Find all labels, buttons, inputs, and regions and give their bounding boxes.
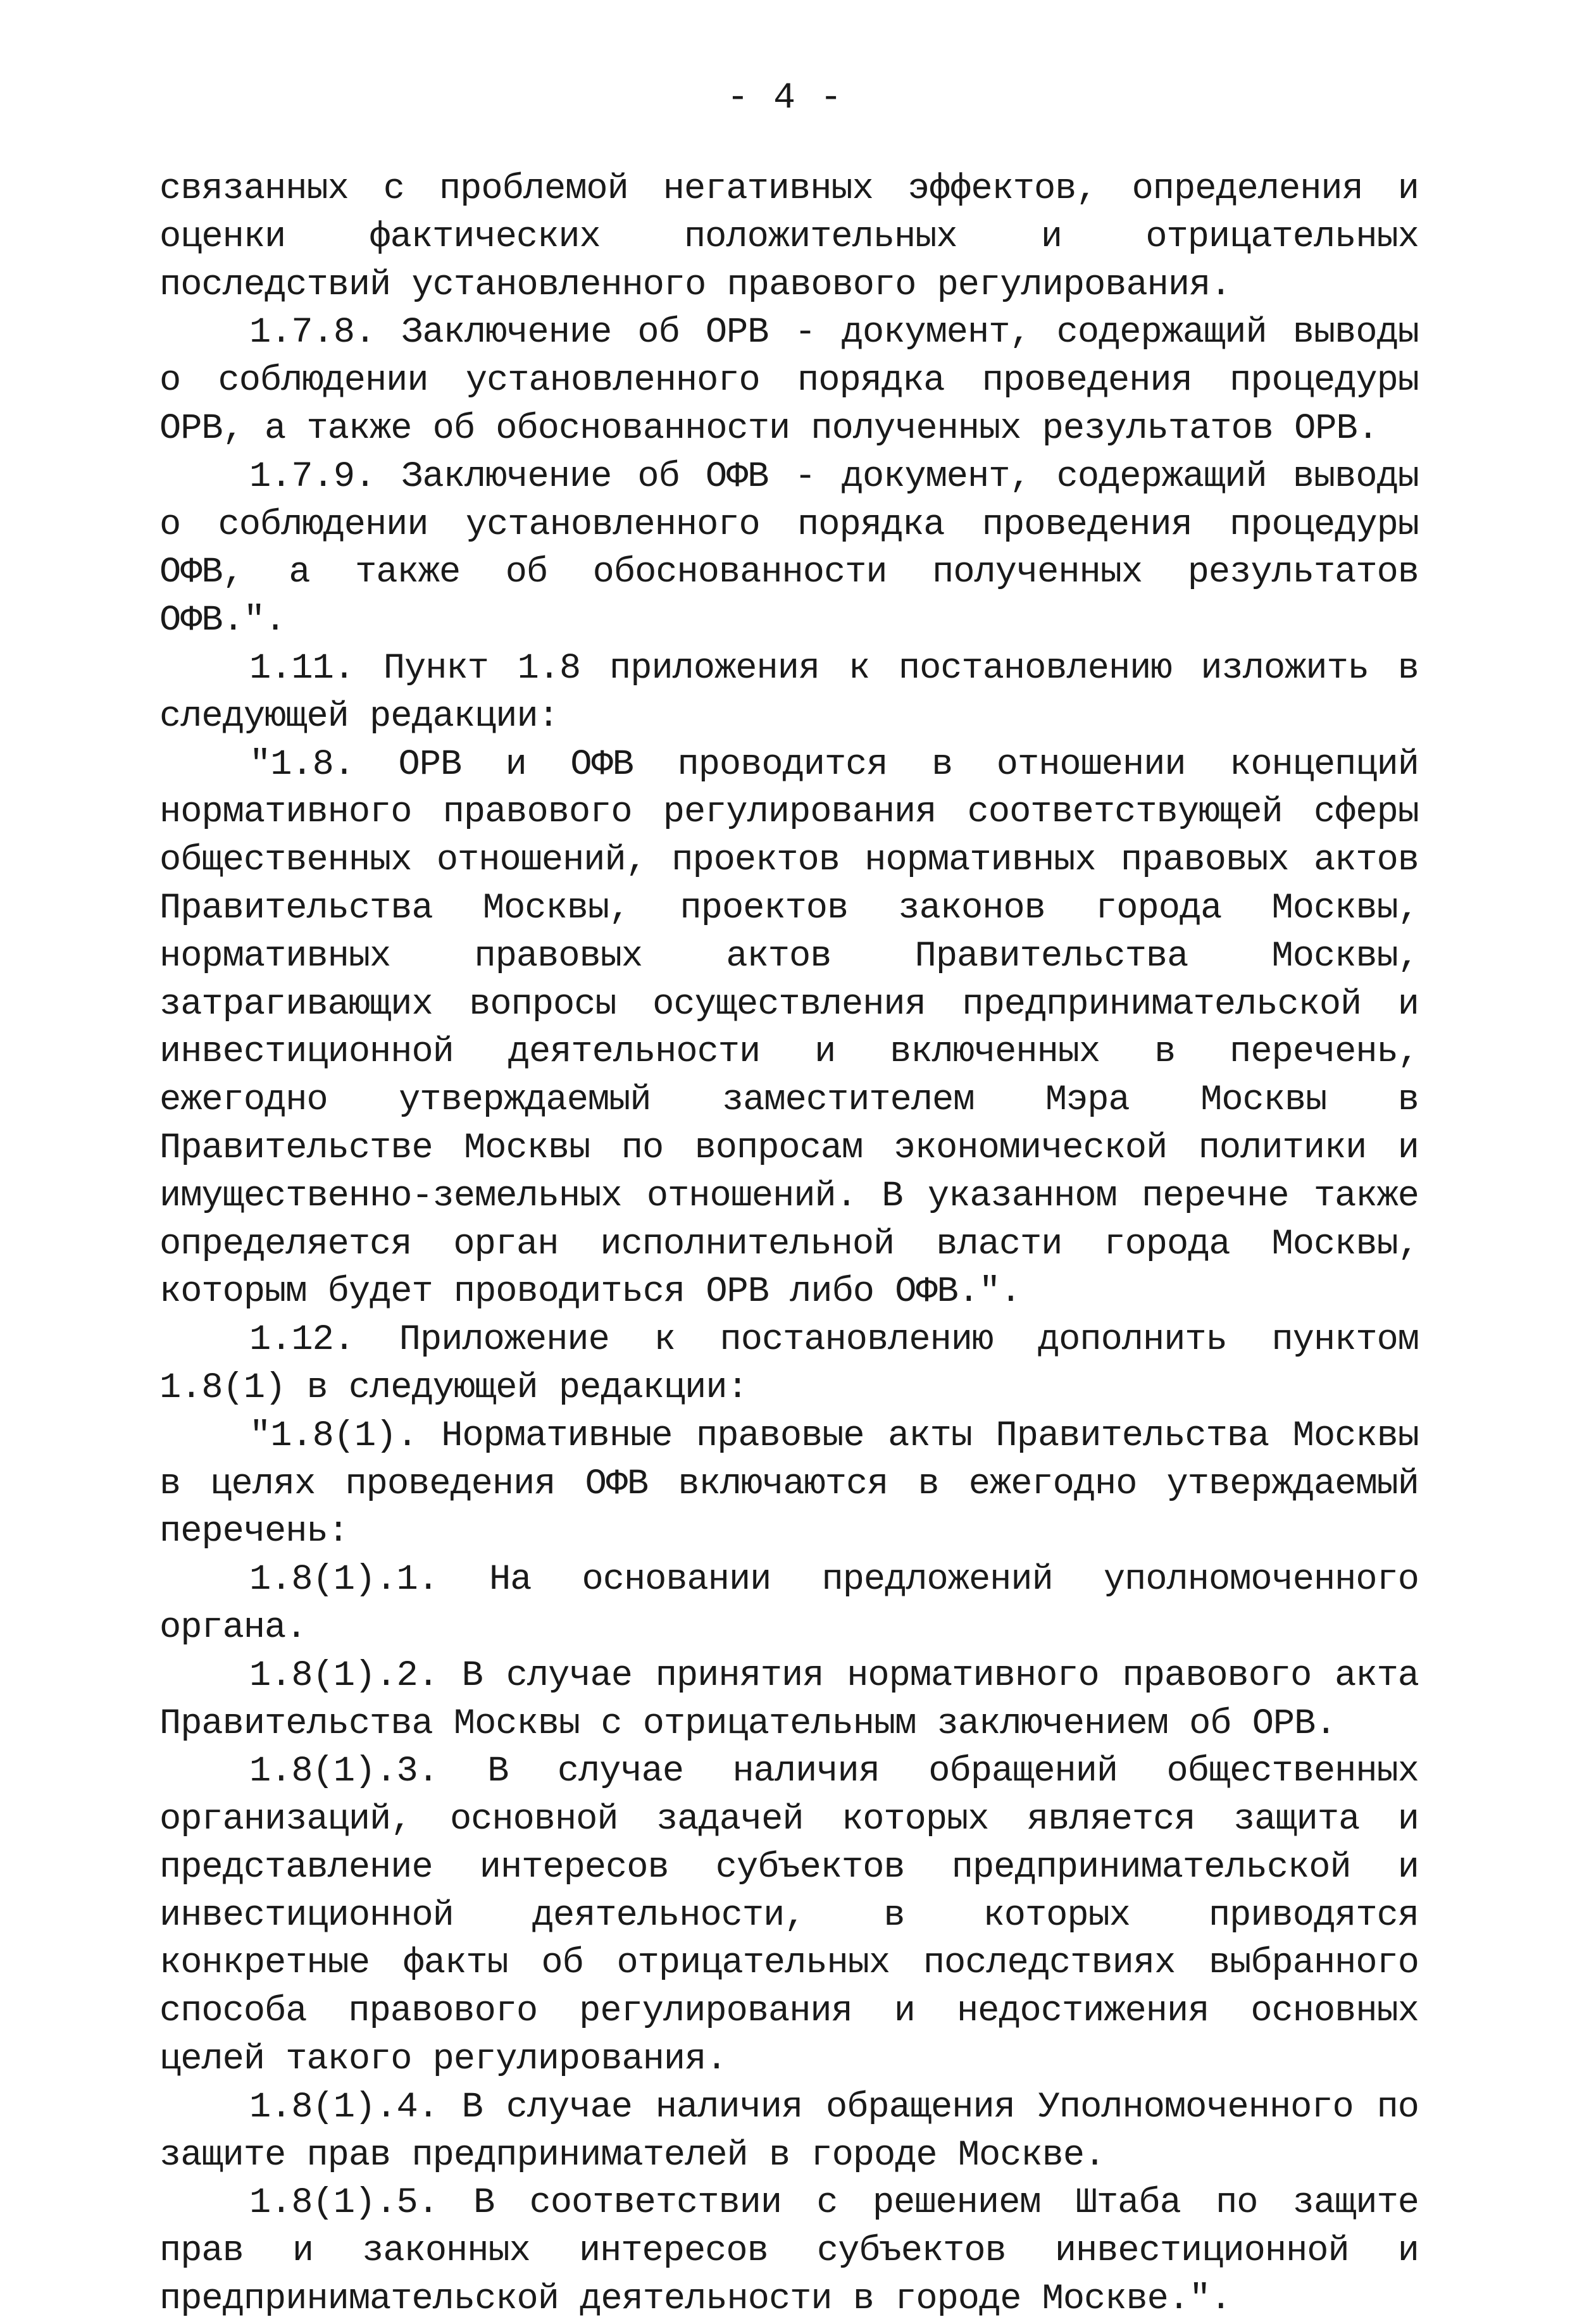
paragraph-1-8-1-4: 1.8(1).4. В случае наличия обращения Уполномоченного по защите прав предпринимателей в городе Москве. bbox=[159, 2087, 1419, 2176]
paragraph-1-12: 1.12. Приложение к постановлению дополнить пунктом 1.8(1) в следующей редакции: bbox=[159, 1320, 1419, 1408]
document-body bbox=[159, 166, 1419, 2324]
paragraph-1-8-1-5: 1.8(1).5. В соответствии с решением Штаба по защите прав и законных интересов субъектов инвестиционной и предпринимательской деятельности в городе Москве.". bbox=[159, 2183, 1419, 2320]
paragraph-1-7-8: 1.7.8. Заключение об ОРВ - документ, содержащий выводы о соблюдении установленного порядка проведения процедуры ОРВ, а также об обоснованности полученных результатов ОРВ. bbox=[159, 313, 1419, 449]
paragraph-1-7-9: 1.7.9. Заключение об ОФВ - документ, содержащий выводы о соблюдении установленного порядка проведения процедуры ОФВ, а также об обоснованности полученных результатов ОФВ.". bbox=[159, 456, 1419, 642]
paragraph-continuation: связанных с проблемой негативных эффектов, определения и оценки фактических положительных и отрицательных последствий установленного правового регулирования. bbox=[159, 169, 1419, 306]
paragraph-1-8-1-3: 1.8(1).3. В случае наличия обращений общественных организаций, основной задачей которых является защита и представление интересов субъектов предпринимательской и инвестиционной деятельности, в которых приводятся конкретные факты об отрицательных последствиях выбранного способа правового регулирования и недостижения основных целей такого регулирования. bbox=[159, 1751, 1419, 2080]
paragraph-1-11: 1.11. Пункт 1.8 приложения к постановлению изложить в следующей редакции: bbox=[159, 648, 1419, 737]
paragraph-1-8-1-1: 1.8(1).1. На основании предложений уполномоченного органа. bbox=[159, 1560, 1419, 1648]
paragraph-1-8-1: "1.8(1). Нормативные правовые акты Правительства Москвы в целях проведения ОФВ включаются в ежегодно утверждаемый перечень: bbox=[159, 1415, 1419, 1553]
paragraph-1-8-1-2: 1.8(1).2. В случае принятия нормативного правового акта Правительства Москвы с отрицательным заключением об ОРВ. bbox=[159, 1655, 1419, 1744]
page-number: - 4 - bbox=[726, 78, 844, 119]
paragraph-1-8-quote: "1.8. ОРВ и ОФВ проводится в отношении концепций нормативного правового регулирования соответствующей сферы общественных отношений, проектов нормативных правовых актов Правительства Москвы, проектов законов города Москвы, нормативных правовых актов Правительства Москвы, затрагивающих вопросы осуществления предпринимательской и инвестиционной деятельности и включенных в перечень, ежегодно утверждаемый заместителем Мэра Москвы в Правительстве Москвы по вопросам экономической политики и имущественно-земельных отношений. В указанном перечне также определяется орган исполнительной власти города Москвы, которым будет проводиться ОРВ либо ОФВ.". bbox=[159, 744, 1419, 1313]
